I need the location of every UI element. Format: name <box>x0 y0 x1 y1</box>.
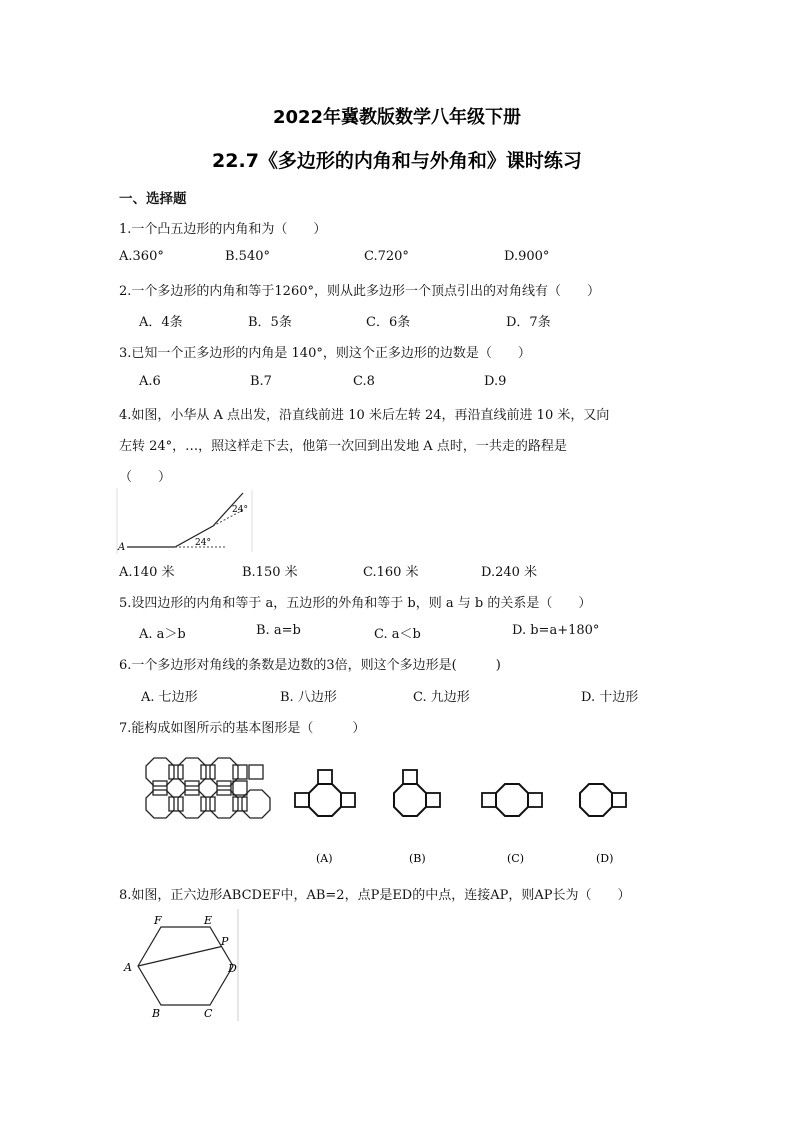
option-b-shape <box>394 770 440 816</box>
angle-label-1: 24° <box>195 538 211 548</box>
option-a-shape <box>295 770 355 816</box>
point-p: P <box>221 935 229 948</box>
q1-option-a: A.360° <box>119 249 164 264</box>
q2-option-b: B．5条 <box>248 315 292 330</box>
question-2: 2.一个多边形的内角和等于1260°，则从此多边形一个顶点引出的对角线有（ ） <box>119 284 600 299</box>
angle-label-2: 24° <box>232 505 248 515</box>
q1-option-d: D.900° <box>504 249 550 264</box>
q5-option-b: B. a=b <box>256 623 301 638</box>
question-4-line-3: （ ） <box>119 470 172 485</box>
question-7: 7.能构成如图所示的基本图形是（ ） <box>119 721 366 736</box>
option-c-label: (C) <box>507 852 524 865</box>
q4-option-a: A.140 米 <box>119 565 175 580</box>
q6-option-a: A. 七边形 <box>141 690 198 705</box>
walking-path-figure <box>115 488 260 554</box>
section-heading: 一、选择题 <box>119 191 187 207</box>
question-4-line-2: 左转 24°，…，照这样走下去，他第一次回到出发地 A 点时，一共走的路程是 <box>119 439 567 454</box>
question-1: 1.一个凸五边形的内角和为（ ） <box>119 222 327 237</box>
option-d-shape <box>580 784 626 816</box>
question-3: 3.已知一个正多边形的内角是 140°，则这个正多边形的边数是（ ） <box>119 346 531 361</box>
q6-option-d: D. 十边形 <box>581 690 639 705</box>
q4-option-c: C.160 米 <box>363 565 419 580</box>
q2-option-c: C．6条 <box>366 315 411 330</box>
vertex-c: C <box>204 1007 213 1020</box>
q5-option-c: C. a＜b <box>374 627 421 642</box>
vertex-d: D <box>228 962 237 975</box>
q3-option-a: A.6 <box>139 374 161 389</box>
octagon-square-tiling-figure <box>140 750 660 870</box>
option-d-label: (D) <box>596 852 614 865</box>
option-c-shape <box>482 784 542 816</box>
q2-option-d: D．7条 <box>506 315 551 330</box>
document-subtitle: 22.7《多边形的内角和与外角和》课时练习 <box>212 150 582 172</box>
q1-option-c: C.720° <box>364 249 409 264</box>
question-4-line-1: 4.如图，小华从 A 点出发，沿直线前进 10 米后左转 24，再沿直线前进 10 米，又向 <box>119 408 610 423</box>
vertex-f: F <box>154 914 162 927</box>
q6-option-b: B. 八边形 <box>280 690 337 705</box>
question-8: 8.如图，正六边形ABCDEF中，AB=2，点P是ED的中点，连接AP，则AP长为（ ） <box>119 888 631 903</box>
option-b-label: (B) <box>409 852 426 865</box>
q6-option-c: C. 九边形 <box>413 690 470 705</box>
question-5: 5.设四边形的内角和等于 a，五边形的外角和等于 b，则 a 与 b 的关系是（ ） <box>119 596 592 611</box>
q1-option-b: B.540° <box>225 249 270 264</box>
document-title: 2022年冀教版数学八年级下册 <box>272 107 522 128</box>
q3-option-b: B.7 <box>250 374 272 389</box>
q5-option-d: D. b=a+180° <box>512 623 600 638</box>
question-6: 6.一个多边形对角线的条数是边数的3倍，则这个多边形是( ) <box>119 658 501 673</box>
q4-option-b: B.150 米 <box>242 565 298 580</box>
vertex-e: E <box>204 914 213 927</box>
vertex-b: B <box>152 1007 161 1020</box>
tiling-pattern <box>146 758 270 818</box>
q3-option-c: C.8 <box>353 374 375 389</box>
q2-option-a: A．4条 <box>139 315 183 330</box>
hexagon-figure <box>118 905 248 1025</box>
q5-option-a: A. a＞b <box>139 627 186 642</box>
q4-option-d: D.240 米 <box>481 565 538 580</box>
option-a-label: (A) <box>316 852 333 865</box>
vertex-a: A <box>124 961 132 974</box>
point-a-label: A <box>118 542 126 553</box>
q3-option-d: D.9 <box>484 374 507 389</box>
